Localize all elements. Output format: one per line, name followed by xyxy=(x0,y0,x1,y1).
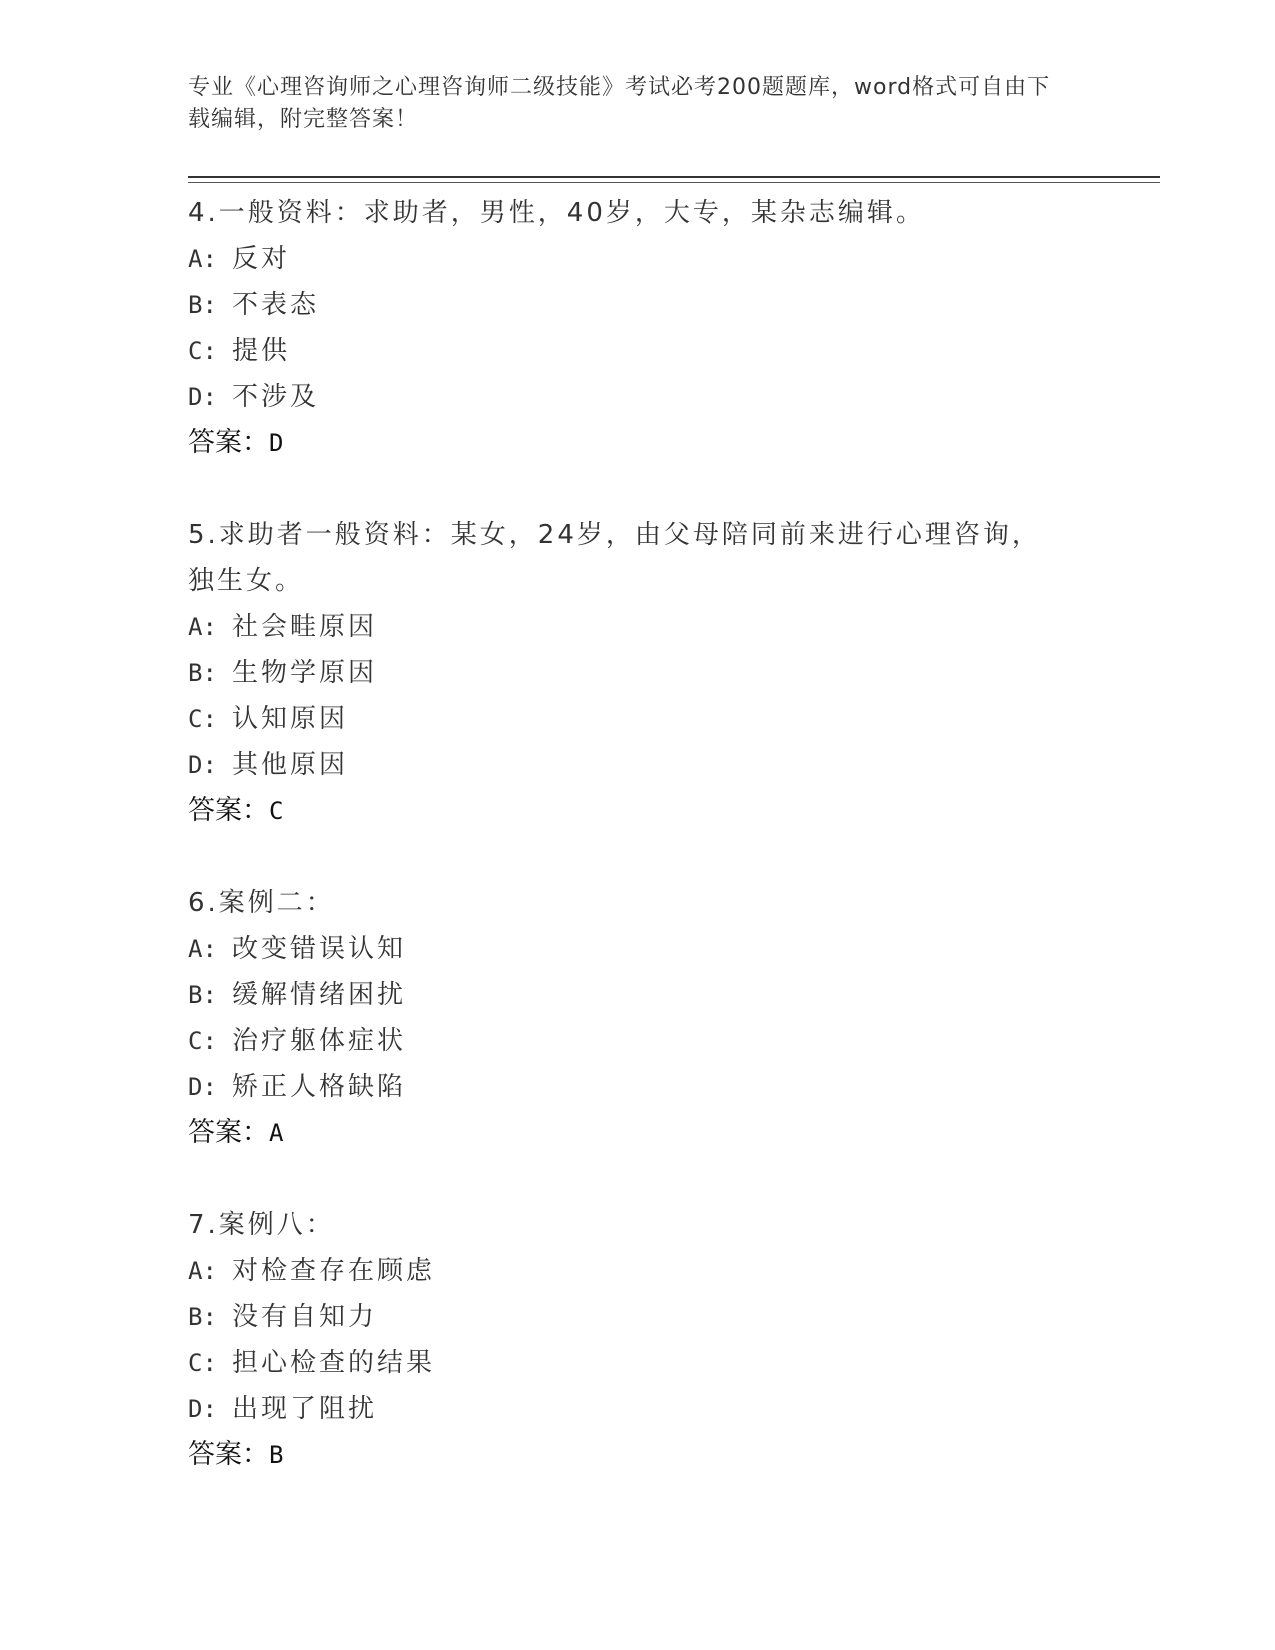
option-text: 反对 xyxy=(232,244,291,274)
answer-line xyxy=(188,420,1068,466)
option-c xyxy=(188,1340,1068,1386)
question-item xyxy=(188,880,1068,1156)
option-a xyxy=(188,236,1068,282)
option-text: 治疗躯体症状 xyxy=(232,1026,407,1056)
answer-label: 答案： xyxy=(188,795,269,826)
answer-line xyxy=(188,788,1068,834)
option-text: 其他原因 xyxy=(232,750,349,780)
option-text: 缓解情绪困扰 xyxy=(232,980,407,1010)
option-text: 没有自知力 xyxy=(232,1302,378,1332)
option-a xyxy=(188,1248,1068,1294)
question-stem: 7.案例八： xyxy=(188,1210,335,1240)
option-a xyxy=(188,604,1068,650)
question-item xyxy=(188,512,1068,834)
option-letter: B: xyxy=(188,981,217,1009)
question-stem: 5.求助者一般资料：某女，24岁，由父母陪同前来进行心理咨询，独生女。 xyxy=(188,520,1041,596)
option-d xyxy=(188,1386,1068,1432)
option-letter: D: xyxy=(188,1395,217,1423)
option-c xyxy=(188,1018,1068,1064)
option-b xyxy=(188,650,1068,696)
option-c xyxy=(188,696,1068,742)
answer-line xyxy=(188,1110,1068,1156)
option-text: 不涉及 xyxy=(232,382,320,412)
option-letter: A: xyxy=(188,1257,217,1285)
answer-value: B xyxy=(269,1441,284,1469)
answer-value: C xyxy=(269,797,284,825)
option-letter: D: xyxy=(188,751,217,779)
option-text: 改变错误认知 xyxy=(232,934,407,964)
option-letter: B: xyxy=(188,1303,217,1331)
option-d xyxy=(188,374,1068,420)
option-letter: A: xyxy=(188,613,217,641)
option-d xyxy=(188,1064,1068,1110)
header-divider-thick xyxy=(188,176,1160,178)
option-letter: D: xyxy=(188,383,217,411)
option-text: 出现了阻扰 xyxy=(232,1394,378,1424)
document-header: 专业《心理咨询师之心理咨询师二级技能》考试必考200题题库，word格式可自由下载编辑，附完整答案！ xyxy=(188,75,1051,132)
answer-label: 答案： xyxy=(188,427,269,458)
question-list xyxy=(188,190,1068,1524)
option-text: 矫正人格缺陷 xyxy=(232,1072,407,1102)
answer-label: 答案： xyxy=(188,1117,269,1148)
option-letter: A: xyxy=(188,245,217,273)
answer-value: A xyxy=(269,1119,284,1147)
header-divider-thin xyxy=(188,182,1160,183)
question-item xyxy=(188,190,1068,466)
option-text: 认知原因 xyxy=(232,704,349,734)
option-b xyxy=(188,282,1068,328)
option-letter: A: xyxy=(188,935,217,963)
option-text: 不表态 xyxy=(232,290,320,320)
option-a xyxy=(188,926,1068,972)
option-text: 提供 xyxy=(232,336,291,366)
question-item xyxy=(188,1202,1068,1478)
option-text: 担心检查的结果 xyxy=(232,1348,436,1378)
option-letter: B: xyxy=(188,291,217,319)
option-letter: D: xyxy=(188,1073,217,1101)
answer-label: 答案： xyxy=(188,1439,269,1470)
option-b xyxy=(188,1294,1068,1340)
question-stem: 4.一般资料：求助者，男性，40岁，大专，某杂志编辑。 xyxy=(188,198,925,228)
question-stem: 6.案例二： xyxy=(188,888,335,918)
option-d xyxy=(188,742,1068,788)
option-letter: B: xyxy=(188,659,217,687)
option-letter: C: xyxy=(188,705,217,733)
option-c xyxy=(188,328,1068,374)
option-b xyxy=(188,972,1068,1018)
option-letter: C: xyxy=(188,337,217,365)
answer-line xyxy=(188,1432,1068,1478)
answer-value: D xyxy=(269,429,284,457)
option-text: 生物学原因 xyxy=(232,658,378,688)
option-text: 对检查存在顾虑 xyxy=(232,1256,436,1286)
option-letter: C: xyxy=(188,1349,217,1377)
option-text: 社会畦原因 xyxy=(232,612,378,642)
option-letter: C: xyxy=(188,1027,217,1055)
